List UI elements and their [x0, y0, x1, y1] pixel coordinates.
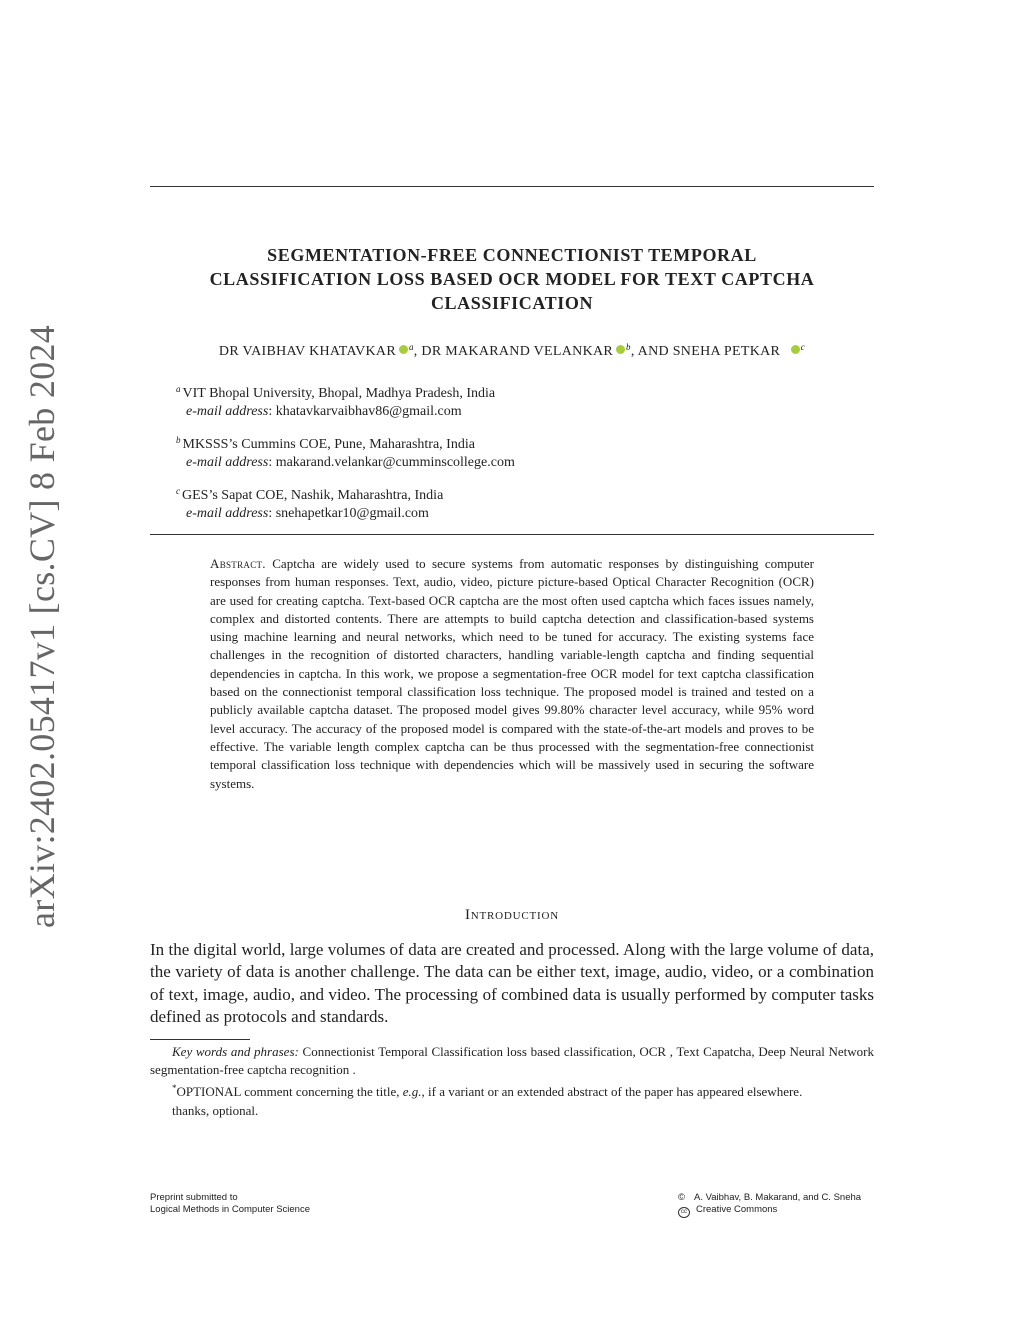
license-name[interactable]: Creative Commons — [696, 1204, 778, 1215]
optional-comment-eg: e.g. — [402, 1084, 422, 1100]
email-label: e-mail address — [186, 506, 269, 521]
affiliation-institution: MKSSS’s Cummins COE, Pune, Maharashtra, India — [182, 437, 475, 452]
email-address[interactable]: : khatavkarvaibhav86@gmail.com — [268, 404, 462, 419]
author-name: SNEHA PETKAR — [672, 344, 781, 359]
thanks-footnote: thanks, optional. — [172, 1102, 259, 1118]
footnote-mark: * — [172, 1083, 177, 1094]
footnotes — [150, 1043, 874, 1120]
title-line: SEGMENTATION-FREE CONNECTIONIST TEMPORAL — [267, 245, 757, 265]
email-label: e-mail address — [186, 455, 269, 470]
abstract — [210, 555, 814, 793]
title-line: CLASSIFICATION LOSS BASED OCR MODEL FOR TEXT CAPTCHA — [209, 269, 815, 289]
abstract-label: Abstract. — [210, 556, 266, 571]
keywords-label: Key words and phrases: — [172, 1044, 299, 1059]
intro-paragraph: In the digital world, large volumes of data are created and processed. Along with the large volume of data, the variety of data is another challenge. The data can be either text, image, audio, video, or a combination of text, image, audio, and video. The processing of combined data is usually performed by computer tasks defined as protocols and standards. — [150, 940, 874, 1027]
preprint-label: Preprint submitted to — [150, 1192, 238, 1203]
email-address[interactable]: : snehapetkar10@gmail.com — [268, 506, 429, 521]
optional-comment-rest: , if a variant or an extended abstract of the paper has appeared elsewhere. — [421, 1084, 803, 1100]
section-heading: Introduction — [464, 907, 560, 923]
affiliation-mark: b — [176, 435, 181, 445]
footer-left — [150, 1192, 310, 1216]
affiliation-mark: c — [176, 486, 180, 496]
affiliation — [176, 380, 495, 421]
title-footnote — [150, 1079, 874, 1101]
affiliation-mark: b — [626, 342, 631, 352]
creative-commons-icon: cc — [678, 1207, 690, 1218]
author-name: DR MAKARAND VELANKAR — [421, 344, 614, 359]
journal-name: Logical Methods in Computer Science — [150, 1204, 311, 1215]
orcid-icon[interactable] — [791, 345, 800, 354]
footer-right — [678, 1192, 861, 1218]
paper-title — [150, 243, 874, 315]
author-separator: , AND — [630, 344, 673, 359]
orcid-icon[interactable] — [399, 345, 408, 354]
keywords-footnote — [150, 1043, 874, 1079]
copyright-icon: © — [678, 1192, 685, 1203]
keywords-text: Connectionist Temporal Classification loss based classification, OCR , Text Capatcha, Deep Neural Network segmentation-free captcha recognition . — [150, 1044, 875, 1078]
abstract-text: Captcha are widely used to secure systems from automatic responses by distinguishing computer responses from human responses. Text, audio, video, picture picture-based Optical Character Recognition (OCR) are used for creating captcha. Text-based OCR captcha are the most often used captcha which faces issues namely, complex and distorted contents. There are attempts to build captcha detection and classification-based systems using machine learning and neural networks, which need to be tuned for accuracy. The existing systems face challenges in the recognition of distorted characters, handling variable-length captcha and finding sequential dependencies in captcha. In this work, we propose a segmentation-free OCR model for text captcha classification based on the connectionist temporal classification loss technique. The proposed model is trained and tested on a publicly available captcha dataset. The proposed model gives 99.80% character level accuracy, while 95% word level accuracy. The accuracy of the proposed model is compared with the state-of-the-art models and proves to be effective. The variable length complex captcha can be thus processed with the segmentation-free connectionist temporal classification loss technique with dependencies which will be massively used in securing the software systems. — [210, 556, 815, 791]
footnote-rule — [150, 1039, 250, 1040]
email-address[interactable]: : makarand.velankar@cumminscollege.com — [268, 455, 515, 470]
affiliation-mark: a — [176, 384, 181, 394]
affiliation-mark: c — [800, 342, 806, 352]
header-bottom-rule — [150, 534, 874, 535]
title-line: CLASSIFICATION — [430, 293, 594, 313]
optional-comment: OPTIONAL comment concerning the title, — [176, 1084, 403, 1100]
affiliation-institution: GES’s Sapat COE, Nashik, Maharashtra, India — [182, 488, 444, 503]
affiliation-institution: VIT Bhopal University, Bhopal, Madhya Pradesh, India — [182, 386, 496, 401]
author-separator: , — [413, 344, 422, 359]
orcid-icon[interactable] — [616, 345, 625, 354]
author-name: DR VAIBHAV KHATAVKAR — [218, 344, 396, 359]
author-list — [150, 342, 874, 360]
copyright-holders: A. Vaibhav, B. Makarand, and C. Sneha — [694, 1192, 862, 1203]
affiliation — [176, 431, 515, 472]
arxiv-identifier[interactable]: arXiv:2402.05417v1 [cs.CV] 8 Feb 2024 — [22, 324, 62, 928]
top-rule — [150, 186, 874, 187]
affiliation — [176, 482, 443, 523]
affiliation-mark: a — [408, 342, 414, 352]
email-label: e-mail address — [186, 404, 269, 419]
